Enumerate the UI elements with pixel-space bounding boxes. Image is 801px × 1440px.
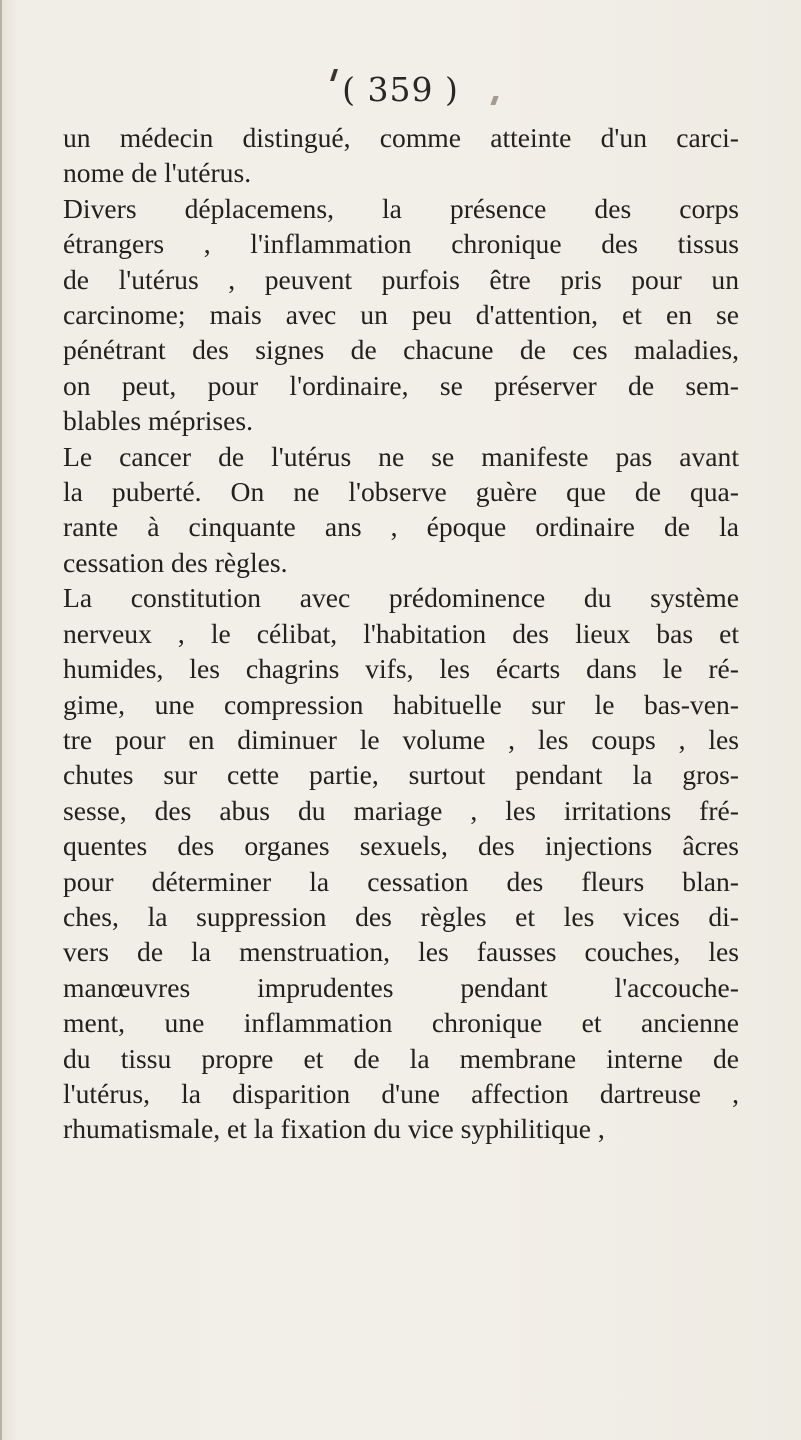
text-line: rhumatismale, et la fixation du vice syphilitique , bbox=[63, 1113, 605, 1145]
text-line: cessation des règles. bbox=[63, 546, 288, 578]
text-line: pour déterminer la cessation des fleurs blan- bbox=[63, 865, 739, 897]
text-line: vers de la menstruation, les fausses couches, les bbox=[63, 936, 739, 968]
page-edge bbox=[0, 0, 2, 1440]
text-line: manœuvres imprudentes pendant l'accouche- bbox=[63, 971, 739, 1003]
text-line: humides, les chagrins vifs, les écarts dans le ré- bbox=[63, 653, 739, 685]
text-line: la puberté. On ne l'observe guère que de qua- bbox=[63, 476, 739, 508]
text-line: l'utérus, la disparition d'une affection dartreuse , bbox=[63, 1077, 739, 1109]
text-line: quentes des organes sexuels, des injections âcres bbox=[63, 830, 739, 862]
text-line: blables méprises. bbox=[63, 405, 254, 437]
text-line: Divers déplacemens, la présence des corps bbox=[63, 192, 739, 224]
page-number: ( 359 ) bbox=[342, 70, 459, 109]
text-line: sesse, des abus du mariage , les irritations fré- bbox=[63, 794, 739, 826]
text-line: gime, une compression habituelle sur le bas-ven- bbox=[63, 688, 739, 720]
text-line: rante à cinquante ans , époque ordinaire de la bbox=[63, 511, 739, 543]
text-line: étrangers , l'inflammation chronique des tissus bbox=[63, 228, 739, 260]
text-line: un médecin distingué, comme atteinte d'un carci- bbox=[63, 122, 739, 153]
text-line: du tissu propre et de la membrane interne de bbox=[63, 1042, 739, 1074]
text-line: pénétrant des signes de chacune de ces maladies, bbox=[63, 334, 739, 366]
text-line: on peut, pour l'ordinaire, se préserver de sem- bbox=[63, 369, 739, 401]
text-line: ches, la suppression des règles et les vices di- bbox=[63, 900, 739, 932]
text-line: La constitution avec prédominence du système bbox=[63, 582, 739, 614]
text-line: tre pour en diminuer le volume , les coups , les bbox=[63, 723, 739, 755]
text-line: nome de l'utérus. bbox=[63, 157, 252, 189]
text-line: chutes sur cette partie, surtout pendant la gros- bbox=[63, 759, 739, 791]
text-line: Le cancer de l'utérus ne se manifeste pas avant bbox=[63, 440, 739, 472]
body-text bbox=[63, 120, 739, 1147]
text-line: carcinome; mais avec un peu d'attention, et en se bbox=[63, 299, 739, 331]
text-line: de l'utérus , peuvent purfois être pris pour un bbox=[63, 263, 739, 295]
text-line: ment, une inflammation chronique et ancienne bbox=[63, 1007, 739, 1039]
text-line: nerveux , le célibat, l'habitation des lieux bas et bbox=[63, 617, 739, 649]
